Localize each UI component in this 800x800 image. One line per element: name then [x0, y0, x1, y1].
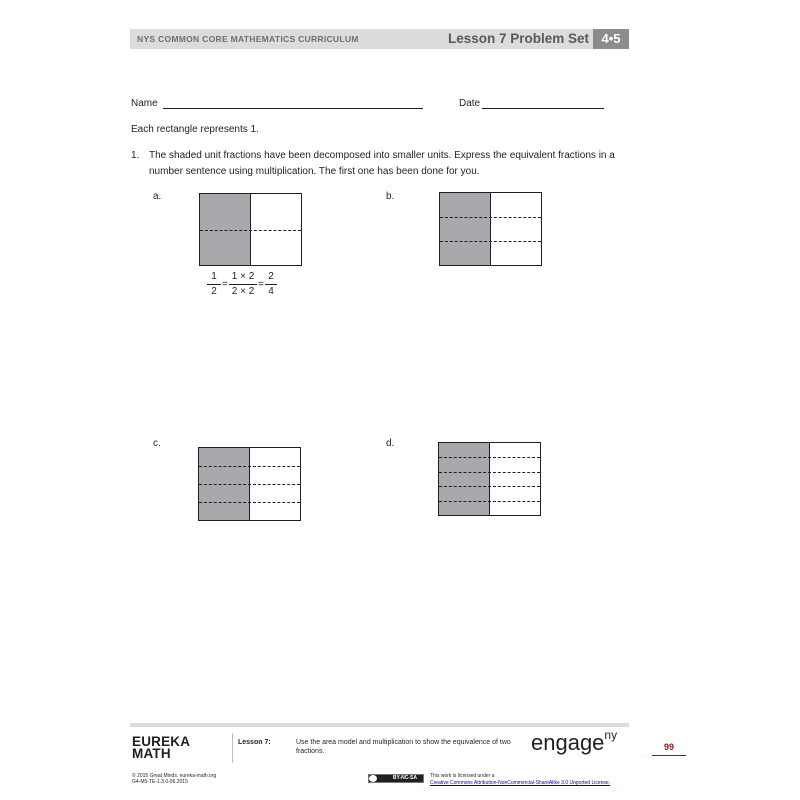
- shaded-unit-fraction: [440, 193, 491, 265]
- logo-line-1: EUREKA: [132, 734, 191, 749]
- page-header: [130, 29, 629, 49]
- lesson-title: Lesson 7 Problem Set: [447, 31, 589, 46]
- logo-superscript: ny: [604, 727, 618, 742]
- dashed-partition-line: [440, 217, 541, 218]
- equals-sign: =: [258, 279, 264, 290]
- license-text: [430, 773, 610, 787]
- numerator: 1 × 2: [231, 271, 255, 282]
- footer-description: Use the area model and multiplication to show the equivalence of two fractions.: [296, 739, 511, 755]
- dashed-partition-line: [199, 502, 300, 503]
- area-model-d: [438, 442, 541, 516]
- eureka-math-logo: [132, 736, 190, 760]
- problem-number: 1.: [131, 150, 140, 161]
- footer-divider: [232, 733, 233, 763]
- dashed-partition-line: [439, 486, 540, 487]
- fraction-1-2: [207, 271, 221, 298]
- area-model-a: [199, 193, 302, 266]
- dashed-partition-line: [439, 472, 540, 473]
- area-model-c: [198, 447, 301, 521]
- part-a-label: a.: [153, 191, 162, 202]
- dashed-partition-line: [439, 457, 540, 458]
- logo-word: engage: [531, 730, 605, 755]
- page-number: 99: [663, 742, 674, 752]
- copyright-line1: © 2015 Great Minds. eureka-math.org: [132, 773, 217, 779]
- license-line1: This work is licensed under a: [430, 773, 495, 779]
- part-b-label: b.: [386, 191, 395, 202]
- copyright-line2: G4-M5-TE-1.3.0-06.2015: [132, 779, 188, 785]
- problem-text-line1: The shaded unit fractions have been decomposed into smaller units. Express the equivalent fractions in a: [149, 150, 615, 161]
- area-model-b: [439, 192, 542, 266]
- instructions: Each rectangle represents 1.: [131, 124, 259, 135]
- dashed-partition-line: [199, 466, 300, 467]
- part-d-label: d.: [386, 438, 395, 449]
- cc-license-badge[interactable]: BY-NC-SA: [368, 774, 424, 783]
- shaded-unit-fraction: [439, 443, 490, 515]
- name-field[interactable]: [163, 108, 423, 109]
- logo-line-2: MATH: [132, 746, 171, 761]
- fraction-bar: [229, 284, 257, 285]
- numerator: 1: [211, 271, 217, 282]
- denominator: 2 × 2: [231, 286, 255, 297]
- cc-icon: [369, 775, 377, 782]
- copyright: [132, 773, 216, 785]
- denominator: 4: [268, 286, 274, 297]
- page-number-underline: [652, 755, 686, 756]
- grade-module-badge: 4•5: [593, 29, 629, 49]
- dashed-partition-line: [199, 484, 300, 485]
- dashed-partition-line: [440, 241, 541, 242]
- date-field[interactable]: [482, 108, 604, 109]
- footer-lesson: Lesson 7:: [238, 739, 271, 746]
- dashed-partition-line: [200, 230, 301, 231]
- problem-text-line2: number sentence using multiplication. The first one has been done for you.: [149, 166, 480, 177]
- curriculum-title: NYS COMMON CORE MATHEMATICS CURRICULUM: [137, 34, 359, 44]
- license-link[interactable]: Creative Commons Attribution-NonCommercial-ShareAlike 3.0 Unported License.: [430, 780, 611, 786]
- dashed-partition-line: [439, 501, 540, 502]
- equals-sign: =: [222, 279, 228, 290]
- footer-rule: [130, 723, 629, 727]
- part-c-label: c.: [153, 438, 161, 449]
- numerator: 2: [268, 271, 274, 282]
- fraction-multiplication: [229, 271, 257, 298]
- name-label: Name: [131, 98, 158, 109]
- fraction-2-4: [265, 271, 277, 298]
- denominator: 2: [211, 286, 217, 297]
- fraction-bar: [265, 284, 277, 285]
- engageny-logo: [531, 727, 618, 756]
- date-label: Date: [459, 98, 481, 109]
- fraction-bar: [207, 284, 221, 285]
